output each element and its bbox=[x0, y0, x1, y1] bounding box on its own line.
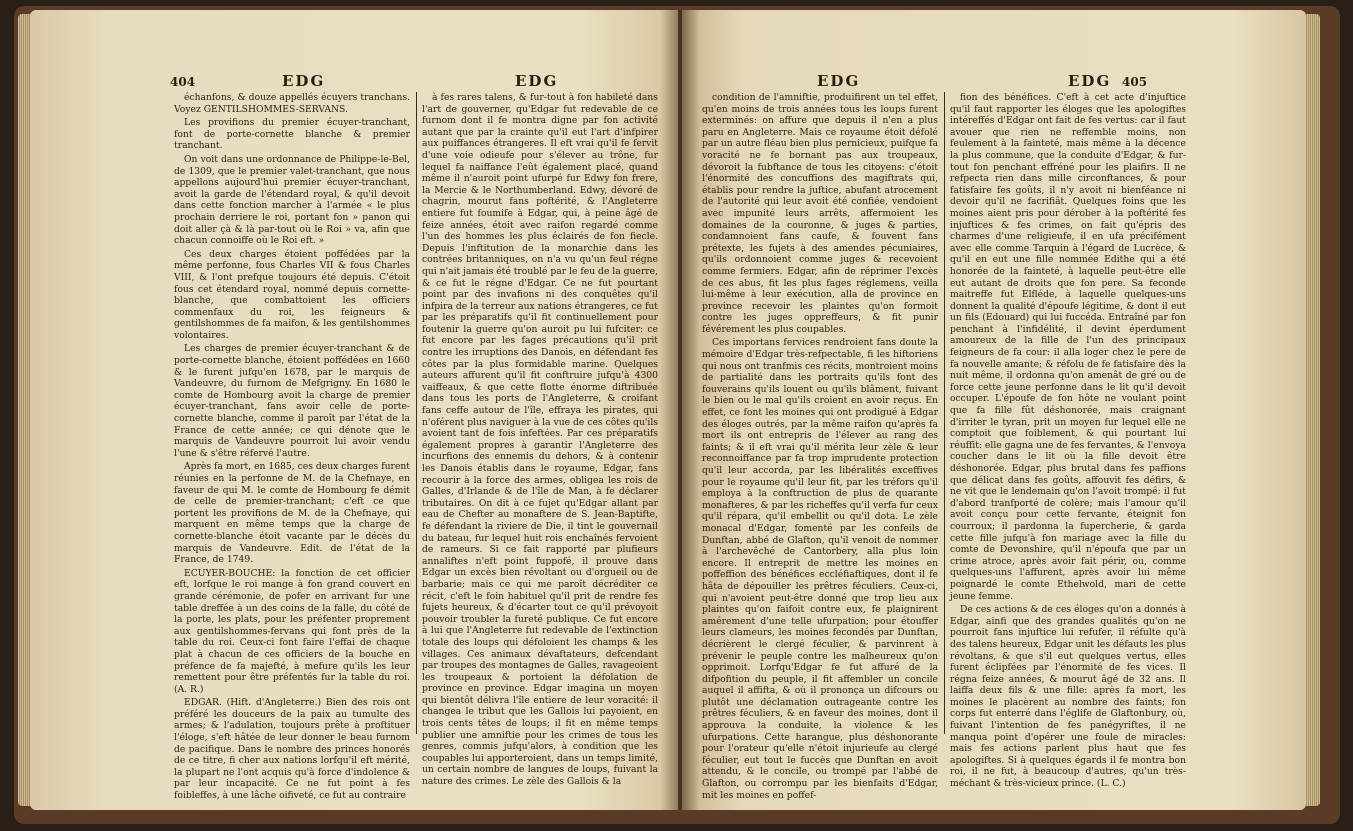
left-page-number: 404 bbox=[170, 75, 196, 89]
right-page bbox=[682, 10, 1306, 810]
paragraph: Ces importans fervices rendroient fans doute la mémoire d'Edgar très-refpectable, fi les hiftoriens qui nous ont tranfmis ces récits, montroient moins de partialité dans les portraits qu'ils font des fouverains qu'ils louent ou qu'ils blâment, fuivant le bien ou le mal qu'ils croient en avoir reçus. En effet, ce font les moines qui ont prodigué à Edgar des éloges outrés, par la même raifon qu'après fa mort ils ont entrepris de l'élever au rang des faints; & il eft vrai qu'il mérita leur zèle & leur reconnoiffance par fa trop imprudente protection qu'il leur accorda, par les libéralités exceffives pour le royaume qu'il leur fit, par les tréfors qu'il employa à la conftruction de plus de quarante monafteres, & par les richeffes qu'il verfa fur ceux qu'il répara, qu'il embellit ou qu'il dota. Le zèle monacal d'Edgar, fomenté par les confeils de Dunftan, abbé de Glafton, qu'il venoit de nommer à l'archevêché de Cantorbery, alla plus loin encore. Il entreprit de mettre les moines en poffeffion des bénéfices eccléfiaftiques, dont il fe hâta de dépouiller les prêtres féculiers. Ceux-ci, qui n'avoient peut-être donné que trop lieu aux plaintes qu'on faifoit contre eux, fe plaignirent amérement d'une telle ufurpation; pour étouffer leurs clameurs, les moines fecondés par Dunftan, décrièrent le clergé féculier, & parvinrent à prévenir le peuple contre les malheureux qu'on opprimoit. Lorfqu'Edgar fe fut affuré de la difpofition du peuple, il fit affembler un concile auquel il affifta, & où il prononça un difcours ou plutôt une déclamation outrageante contre les prêtres féculiers, & en faveur des moines, dont il approuva la conduite, la violence & les ufurpations. Cette harangue, plus déshonorante pour l'orateur qu'elle n'étoit injurieufe au clergé féculier, eut tout le fuccès que Dunftan en avoit attendu, & le concile, ou trompé par l'abbé de Glafton, ou corrompu par les bienfaits d'Edgar, mit les moines en poffef- bbox=[702, 337, 939, 801]
left-page bbox=[30, 10, 678, 810]
column-divider bbox=[944, 92, 945, 734]
right-column-2 bbox=[950, 92, 1186, 790]
right-column-1 bbox=[702, 92, 939, 801]
paragraph: Les provifions du premier écuyer-tranchant, font de porte-cornette blanche & premier tranchant. bbox=[174, 117, 410, 152]
left-running-head-1: EDG bbox=[282, 72, 326, 90]
paragraph: à fes rares talens, & fur-tout à fon habileté dans l'art de gouverner, qu'Edgar fut redevable de ce furnom dont il fe montra digne par fon activité autant que par la crainte qu'il eut l'art d'infpirer aux puiffances étrangeres. Il eft vrai qu'il fe fervit d'une voie odieufe pour s'élever au trône, fur lequel fa naiffance l'eût également placé, quand même il n'auroit point ufurpé fur Edwy fon frere, la Mercie & le Northumberland. Edwy, dévoré de chagrin, mourut fans poftérité, & l'Angleterre entiere fut foumife à Edgar, qui, à peine âgé de feize années, étoit avec raifon regardé comme l'un des hommes les plus éclairés de fon fiecle. Depuis l'inftitution de la monarchie dans les contrées britanniques, on n'a vu qu'un feul régne qui n'ait jamais été troublé par le feu de la guerre, & ce fut le régne d'Edgar. Ce ne fut pourtant point par des invafions ni des conquêtes qu'il infpira de la terreur aux nations étrangeres, ce fut par les préparatifs qu'il fit continuellement pour foutenir la guerre qu'on auroit pu lui fufciter: ce fut encore par les fages précautions qu'il prit contre les irruptions des Danois, en défendant fes côtes par la plus formidable marine. Quelques auteurs affurent qu'il fit conftruire jufqu'à 4300 vaiffeaux, & que cette flotte énorme diftribuée dans tous les ports de l'Angleterre, & croifant fans ceffe autour de l'île, effraya les pirates, qui n'oférent plus naviguer à la vue de ces côtes qu'ils avoient tant de fois infeftées. Par ces préparatifs également propres à garantir l'Angleterre des incurfions des ennemis du dehors, & à contenir les Danois établis dans le royaume, Edgar, fans recourir à la force des armes, obligea les rois de Galles, d'Irlande & de l'île de Man, à fe déclarer tributaires. On dit à ce fujet qu'Edgar allant par eau de Chefter au monaftere de S. Jean-Baptifte, fe défendant la riviere de Die, il tint le gouvernail du bateau, fur lequel huit rois enchaînés fervoient de rameurs. Si ce fait rapporté par plufieurs annaliftes n'eft point fuppofé, il prouve dans Edgar un excès bien révoltant ou d'orgueil ou de barbarie; mais ce qui me paroît décréditer ce récit, c'eft le foin habituel qu'il prit de rendre fes fujets heureux, & d'écarter tout ce qu'il prévoyoit pouvoir troubler la fureté publique. Ce fut encore à lui que l'Angleterre fut redevable de l'extinction totale des loups qui défoloient les champs & les villages. Ces animaux dévaftateurs, defcendant par troupes des montagnes de Galles, ravageoient les troupeaux & portoient la défolation de province en province. Edgar imagina un moyen qui bientôt délivra l'île entiere de leur voracité: il changea le tribut que les Gallois lui payoient, en trois cents têtes de loups; il fit en même temps publier une amniftie pour les crimes de tous les genres, commis jufqu'alors, à condition que les coupables lui apporteroient, dans un temps limité, un certain nombre de langues de loups, fuivant la nature des crimes. Le zèle des Gallois & la bbox=[422, 92, 659, 788]
right-page-number: 405 bbox=[1122, 75, 1148, 89]
paragraph: Après fa mort, en 1685, ces deux charges furent réunies en la perfonne de M. de la Chefnaye, en faveur de qui M. le comte de Hombourg fe démit de celle de premier-tranchant; c'eft ce que portent les provifions de M. de la Chefnaye, qui marquent en même temps que la charge de cornette-blanche étoit vacante par le décès du marquis de Vandeuvre. Edit. de l'état de la France, de 1749. bbox=[174, 461, 410, 566]
paragraph: ECUYER-BOUCHE: la fonction de cet officier eft, lorfque le roi mange à fon grand couvert en grande cérémonie, de pofer en arrivant fur une table dreffée à un des coins de la falle, du côté de la porte, les plats, pour les préfenter proprement aux gentilshommes-fervans qui font près de la table du roi. Ceux-ci font faire l'effai de chaque plat à chacun de ces officiers de la bouche en préfence de fa majefté, à mefure qu'ils les leur remettent pour être préfentés fur la table du roi. (A. R.) bbox=[174, 567, 410, 695]
paragraph: condition de l'amniftie, produifirent un tel effet, qu'en moins de trois années tous les loups furent exterminés: on affure que depuis il n'en a plus paru en Angleterre. Mais ce royaume étoit défolé par un autre fléau bien plus pernicieux, puifque fa voracité ne fe bornant pas aux troupeaux, dévoroit la fubftance de tous les citoyens: c'étoit l'énormité des concuffions des magiftrats qui, établis pour rendre la juftice, abufant atrocement de l'autorité qui leur avoit été confiée, vendoient avec impunité leurs arrêts, affermoient les domaines de la couronne, & juges & parties, condamnoient fans caufe, & fouvent fans prétexte, les fujets à des amendes pécuniaires, qu'ils ordonnoient comme juges & recevoient comme fermiers. Edgar, afin de réprimer l'excès de ces abus, fit les plus fages réglemens, veilla lui-même à leur exécution, alla de province en province recevoir les plaintes qu'on formoit contre les juges oppreffeurs, & fit punir févérement les plus coupables. bbox=[702, 92, 938, 335]
paragraph: Ces deux charges étoient poffédées par la même perfonne, fous Charles VII & fous Charles VIII, & l'ont prefque toujours été depuis. C'étoit fous cet étendard royal, nommé depuis cornette-blanche, que combattoient les officiers commenfaux du roi, les feigneurs & gentilshommes de fa maifon, & les gentilshommes volontaires. bbox=[174, 248, 410, 341]
paragraph: fion des bénéfices. C'eft à cet acte d'injuftice qu'il faut rapporter les éloges que les apologiftes intéreffés d'Edgar ont fait de fes vertus: car il faut avouer que rien ne reffemble moins, non feulement à la fainteté, mais même à la décence la plus commune, que la conduite d'Edgar, & fur-tout fon penchant effréné pour les plaifirs. Il ne refpecta rien dans mille circonftances, & pour fatisfaire fes goûts, il n'y avoit ni bienféance ni devoir qu'il ne facrifiât. Quelques foins que les moines aient pris pour dérober à la poftérité fes injuftices & fes crimes, on fait qu'épris des charmes d'une religieufe, il en ufa précifément avec elle comme Tarquin à l'égard de Lucrèce, & qu'il en eut une fille nommée Edithe qui a été honorée de la fainteté, à laquelle peut-être elle eut autant de droits que fon pere. Sa feconde maitreffe fut Elfléde, à laquelle quelques-uns donnent la qualité d'époufe légitime, & dont il eut un fils (Edouard) qui lui fuccéda. Entraîné par fon penchant à l'infidélité, il devint éperdument amoureux de la fille de l'un des principaux feigneurs de fa cour: il alla loger chez le pere de fa nouvelle amante; & réfolu de fe fatisfaire dès la nuit même, il ordonna qu'on amenât de gré ou de force cette jeune perfonne dans le lit qu'il devoit occuper. L'époufe de fon hôte ne voulant point que fa fille fût déshonorée, mais craignant d'irriter le tyran, prit un moyen fur lequel elle ne comptoit que foiblement, & qui pourtant lui réuffit: elle gagna une de fes fervantes, & l'envoya coucher dans le lit où la fille devoit être déshonorée. Edgar, plus brutal dans fes paffions que délicat dans fes goûts, affouvit fes défirs, & ne vit que le lendemain qu'on l'avoit trompé: il fut d'abord tranfporté de colère; mais l'amour qu'il avoit conçu pour cette fervante, éteignit fon courroux; il pardonna la fupercherie, & garda cette fille jufqu'à fon mariage avec la fille du comte de Devonshire, qu'il n'époufa que par un crime atroce, après avoir fait périr, ou, comme quelques-uns l'affurent, après avoir lui même poignardé le comte Ethelwold, mari de cette jeune femme. bbox=[950, 92, 1186, 602]
paragraph: Les charges de premier écuyer-tranchant & de porte-cornette blanche, étoient poffédées en 1660 & le furent jufqu'en 1678, par le marquis de Vandeuvre, du furnom de Mefgrigny. En 1680 le comte de Hombourg avoit la charge de premier écuyer-tranchant, fans avoir celle de porte-cornette blanche, comme il paroît par l'état de la France de cette année; ce qui dénote que le marquis de Vandeuvre pourroit lui avoir vendu l'une & s'être réfervé l'autre. bbox=[174, 343, 410, 459]
left-running-head-2: EDG bbox=[515, 72, 559, 90]
left-column-1 bbox=[174, 92, 410, 802]
paragraph: On voit dans une ordonnance de Philippe-le-Bel, de 1309, que le premier valet-tranchant, que nous appellons aujourd'hui premier écuyer-tranchant, avoit la garde de l'étendard royal, & qu'il devoit dans cette fonction marcher à l'armée « le plus prochain derriere le roi, portant fon » panon qui doit aller çà & là par-tout où le Roi » va, afin que chacun connoiffe où le Roi eft. » bbox=[174, 153, 410, 247]
left-column-2 bbox=[422, 92, 659, 788]
paragraph: EDGAR. (Hift. d'Angleterre.) Bien des rois ont préféré les douceurs de la paix au tumulte des armes; & l'adulation, toujours prête à proftituer l'éloge, s'eft hâtée de leur donner le beau furnom de pacifique. Dans le nombre des princes honorés de ce titre, fi cher aux nations lorfqu'il eft mérité, la plupart ne l'ont acquis qu'à force d'indolence & par leur incapacité. Ce ne fut point à fes foibleffes, à une lâche oifiveté, ce fut au contraire bbox=[174, 697, 410, 802]
page-edges-right bbox=[1306, 14, 1320, 806]
paragraph: De ces actions & de ces éloges qu'on a donnés à Edgar, ainfi que des grandes qualités qu'on ne pourroit fans injuftice lui refufer, il réfulte qu'à des talens heureux, Edgar unit les défauts les plus révoltans, & que s'il eut quelques vertus, elles furent éclipfées par l'énormité de fes vices. Il régna feize années, & mourut âgé de 32 ans. Il laiffa deux fils & une fille: après fa mort, les moines le placèrent au nombre des faints; fon corps fut enterré dans l'églife de Glaftonbury, où, fuivant l'intention de fes panégyriftes, il ne manqua point d'opérer une foule de miracles: mais fes actions parlent plus haut que fes apologiftes. Si à quelques égards il fe montra bon roi, il ne fut, à beaucoup d'autres, qu'un très-méchant & très-vicieux prince. (L. C.) bbox=[950, 604, 1186, 790]
paragraph: échanfons, & douze appellés écuyers tranchans. Voyez GENTILSHOMMES-SERVANS. bbox=[174, 92, 410, 115]
right-running-head-2: EDG bbox=[1068, 72, 1112, 90]
column-divider bbox=[416, 92, 417, 734]
right-running-head-1: EDG bbox=[817, 72, 861, 90]
